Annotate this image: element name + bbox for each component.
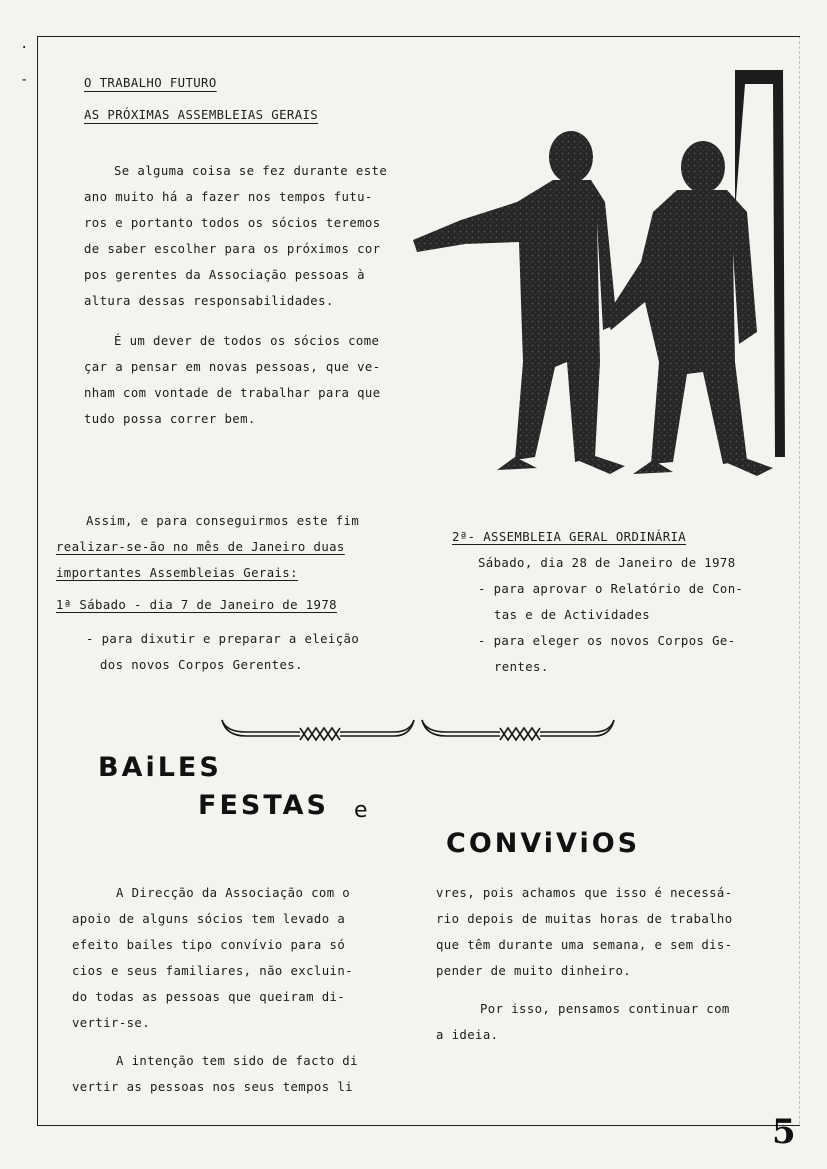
text-line: efeito bailes tipo convívio para só: [72, 938, 346, 952]
text-line: Assim, e para conseguirmos este fim: [86, 514, 360, 528]
text-line: rio depois de muitas horas de trabalho: [436, 912, 733, 926]
title-festas: FESTAS: [198, 790, 329, 821]
title-bailes: BAiLES: [98, 752, 222, 783]
text-line: altura dessas responsabilidades.: [84, 294, 334, 308]
title-e: e: [354, 798, 371, 823]
text-line: pos gerentes da Associação pessoas à: [84, 268, 365, 282]
ornamental-divider: [216, 714, 616, 744]
text-line: A intenção tem sido de facto di: [116, 1054, 358, 1068]
text-line: tas e de Actividades: [494, 608, 651, 622]
second-assembly: [452, 524, 792, 680]
text-line: A Direcção da Associação com o: [116, 886, 351, 900]
margin-mark: ·: [20, 40, 29, 56]
text-line: apoio de alguns sócios tem levado a: [72, 912, 346, 926]
text-line: vertir-se.: [72, 1016, 151, 1030]
text-line: de saber escolher para os próximos cor: [84, 242, 381, 256]
bailes-left-column: [72, 880, 402, 1100]
second-assembly-label: 2ª- ASSEMBLEIA GERAL ORDINÁRIA: [452, 530, 687, 544]
two-men-silhouette-illustration: [405, 62, 800, 492]
page-number: 5: [772, 1112, 796, 1152]
heading-trabalho-futuro: O TRABALHO FUTURO: [84, 76, 217, 90]
text-line: - para aprovar o Relatório de Con-: [478, 582, 744, 596]
first-assembly-label: 1ª Sábado - dia 7 de Janeiro de 1978: [56, 598, 337, 612]
text-line: nham com vontade de trabalhar para que: [84, 386, 381, 400]
text-line: a ideia.: [436, 1028, 499, 1042]
text-line: çar a pensar em novas pessoas, que ve-: [84, 360, 381, 374]
bailes-right-column: [436, 880, 786, 1048]
text-line: - para dixutir e preparar a eleição: [86, 632, 360, 646]
paragraph-dever: [84, 328, 404, 432]
text-line: cios e seus familiares, não excluin-: [72, 964, 353, 978]
text-line: tudo possa correr bem.: [84, 412, 256, 426]
text-line: realizar-se-ão no mês de Janeiro duas: [56, 540, 345, 554]
text-line: ros e portanto todos os sócios teremos: [84, 216, 381, 230]
text-line: É um dever de todos os sócios come: [114, 334, 380, 348]
left-man-silhouette: [413, 131, 625, 474]
heading-proximas-assembleias: AS PRÓXIMAS ASSEMBLEIAS GERAIS: [84, 108, 319, 122]
text-line: - para eleger os novos Corpos Ge-: [478, 634, 736, 648]
margin-mark: -: [20, 72, 29, 88]
first-assembly: [56, 592, 416, 678]
text-line: que têm durante uma semana, e sem dis-: [436, 938, 733, 952]
second-assembly-date: Sábado, dia 28 de Janeiro de 1978: [478, 556, 736, 570]
text-line: pender de muito dinheiro.: [436, 964, 632, 978]
text-line: ano muito há a fazer nos tempos futu-: [84, 190, 373, 204]
text-line: rentes.: [494, 660, 549, 674]
text-line: do todas as pessoas que queiram di-: [72, 990, 346, 1004]
paragraph-intro: [84, 158, 404, 314]
paragraph-assim: [56, 508, 406, 586]
text-line: dos novos Corpos Gerentes.: [100, 658, 303, 672]
title-convivios: CONViViOS: [446, 828, 641, 859]
text-line: vres, pois achamos que isso é necessá-: [436, 886, 733, 900]
text-line: Por isso, pensamos continuar com: [480, 1002, 730, 1016]
text-line: importantes Assembleias Gerais:: [56, 566, 298, 580]
text-line: vertir as pessoas nos seus tempos li: [72, 1080, 353, 1094]
right-man-silhouette: [605, 141, 773, 476]
text-line: Se alguma coisa se fez durante este: [114, 164, 388, 178]
